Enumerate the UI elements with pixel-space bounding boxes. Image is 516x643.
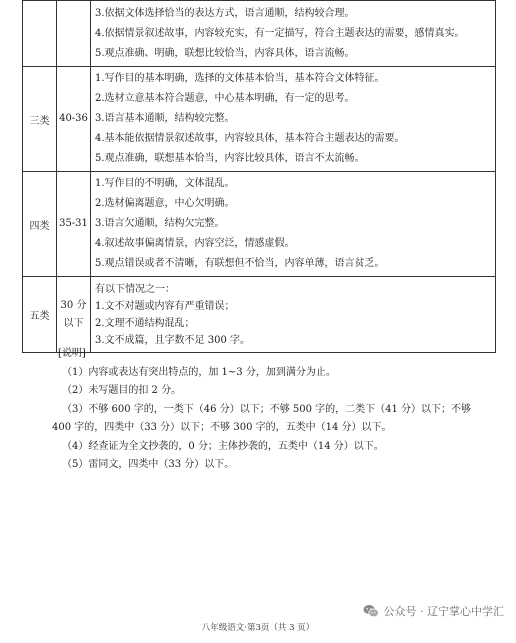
score-range	[57, 277, 91, 353]
criteria-cell	[91, 1, 496, 67]
notes-title: [说明]	[58, 348, 86, 359]
table-row	[23, 277, 496, 353]
criteria-line: 2.文理不通结构混乱；	[95, 317, 195, 329]
criteria-line: 有以下情况之一：	[95, 283, 175, 295]
criteria-line: 3.语言欠通顺，结构欠完整。	[95, 218, 225, 229]
page-footer: 八年级语文·第3页（共 3 页）	[201, 623, 315, 633]
category-label: 五类	[23, 277, 57, 353]
criteria-line: 1.写作目的不明确，文体混乱。	[95, 178, 235, 189]
criteria-line: 4.叙述故事偏离情景，内容空泛，情感虚假。	[95, 238, 295, 249]
notes-section	[52, 345, 502, 475]
score-range: 35-31	[57, 172, 91, 277]
grading-table	[22, 0, 496, 353]
wechat-icon	[362, 602, 380, 620]
criteria-cell	[91, 172, 496, 277]
criteria-line: 5.观点准确，联想基本恰当，内容比较具体，语言不太流畅。	[95, 153, 365, 164]
criteria-line: 3.语言基本通顺，结构较完整。	[95, 113, 235, 124]
note-item: （2）未写题目的扣 2 分。	[62, 385, 182, 396]
table-row	[23, 1, 496, 67]
score-range: 40-36	[57, 67, 91, 172]
criteria-line: 1.文不对题或内容有严重错误；	[95, 300, 235, 312]
note-item: （1）内容或表达有突出特点的，加 1~3 分，加到满分为止。	[62, 366, 336, 378]
criteria-line: 5.观点准确、明确，联想比较恰当，内容具体，语言流畅。	[95, 47, 355, 59]
criteria-line: 3.文不成篇，且字数不足 300 字。	[95, 334, 250, 346]
note-item: （3）不够 600 字的，一类下（46 分）以下；不够 500 字的，二类下（41 分）以下；不够	[62, 403, 472, 415]
criteria-cell	[91, 277, 496, 353]
note-item-continuation: 400 字的，四类中（33 分）以下；不够 300 字的，五类中（14 分）以下。	[52, 422, 392, 433]
criteria-line: 3.依据文体选择恰当的表达方式，语言通顺，结构较合理。	[95, 7, 355, 19]
category-label: 四类	[23, 172, 57, 277]
criteria-line: 5.观点错误或者不清晰，有联想但不恰当，内容单薄，语言贫乏。	[95, 258, 385, 269]
criteria-line: 4.依据情景叙述故事，内容较充实，有一定描写，符合主题表达的需要，感情真实。	[95, 27, 465, 39]
watermark	[362, 600, 505, 622]
score-range-line: 以下	[63, 317, 84, 329]
criteria-line: 4.基本能依据情景叙述故事，内容较具体，基本符合主题表达的需要。	[95, 133, 405, 144]
score-cell	[57, 1, 91, 67]
table-row	[23, 67, 496, 172]
note-item: （5）雷同文，四类中（33 分）以下。	[62, 459, 235, 470]
criteria-line: 2.选材立意基本符合题意，中心基本明确，有一定的思考。	[95, 93, 355, 104]
note-item: （4）经查证为全文抄袭的，0 分；主体抄袭的，五类中（14 分）以下。	[62, 440, 384, 452]
criteria-line: 2.选材偏离题意，中心欠明确。	[95, 198, 235, 209]
category-cell	[23, 1, 57, 67]
table-row	[23, 172, 496, 277]
category-label: 三类	[23, 67, 57, 172]
watermark-text: 公众号 · 辽宁掌心中学汇	[383, 605, 504, 618]
criteria-line: 1.写作目的基本明确，选择的文体基本恰当，基本符合文体特征。	[95, 73, 385, 84]
score-range-line: 30 分	[60, 299, 87, 311]
criteria-cell	[91, 67, 496, 172]
